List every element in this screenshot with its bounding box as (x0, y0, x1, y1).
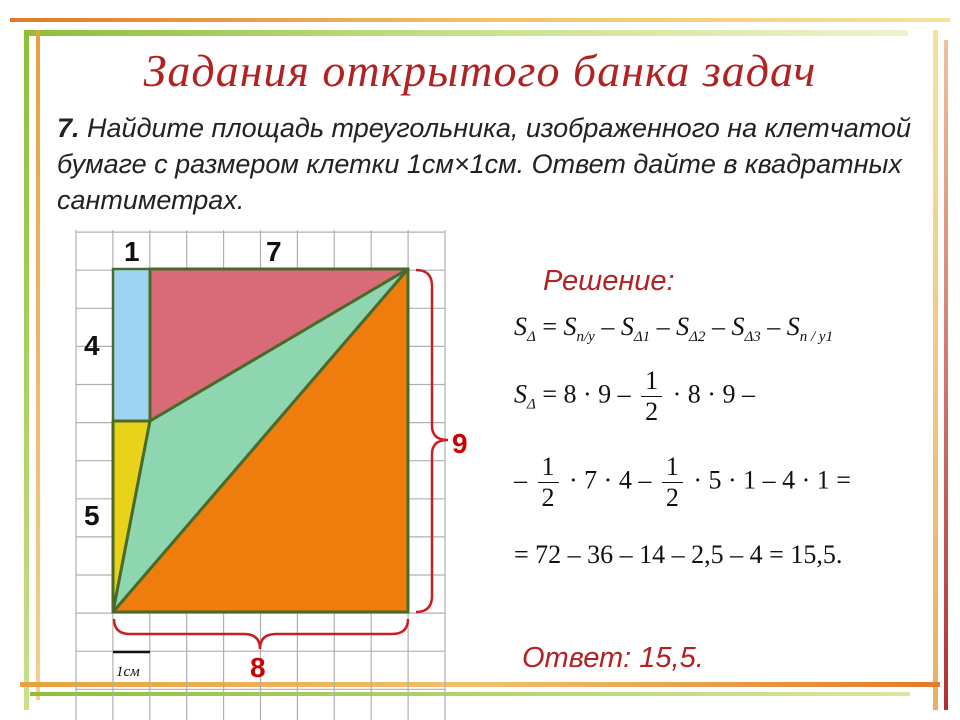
label-bottom: 8 (250, 652, 266, 683)
sub-lhs: Δ (527, 329, 536, 346)
sub-lhs-2: Δ (527, 396, 536, 413)
formula-line-1: $S_\Delta = S_{п/у} - S_{\Delta 1} - S_{\Delta 2} - S_{\Delta 3} - S_{п / у1}$ (514, 312, 834, 346)
right-bracket (416, 270, 448, 612)
line3-lead: – (514, 465, 527, 495)
fraction-half: $\frac{1}{2}$ (641, 366, 662, 427)
sub-a: п/у (576, 329, 595, 346)
formula-line-2: $S_\Delta = 8 \cdot 9$ – $\frac{1}{2}$ · 8 · 9 – (514, 366, 755, 426)
line3-mid: · 7 · 4 – (569, 465, 652, 495)
label-left-lower: 5 (84, 500, 100, 531)
label-left-upper: 4 (84, 330, 100, 361)
formula-line-3 (514, 452, 851, 513)
answer-text: Ответ: 15,5. (522, 642, 704, 674)
solution-title: Решение: (543, 265, 675, 297)
fraction-half-2: $\frac{1}{2}$ (538, 452, 559, 513)
line3-tail: · 5 · 1 – 4 · 1 = (693, 465, 851, 495)
sub-c: Δ2 (689, 329, 706, 346)
label-top-left: 1 (124, 236, 140, 267)
sub-d: Δ3 (744, 329, 761, 346)
page-title: Задания открытого банка задач (143, 45, 817, 96)
scale-label: 1см (116, 664, 140, 680)
label-right: 9 (452, 428, 468, 459)
line2-lead: = 8 · 9 – (542, 379, 631, 409)
problem-text: Найдите площадь треугольника, изображенного на клетчатой бумаге с размером клетки 1см×1см. Ответ дайте в квадратных сантиметрах. (57, 113, 911, 215)
fraction-half-3: $\frac{1}{2}$ (662, 452, 683, 513)
sub-e: п / у1 (799, 329, 834, 346)
label-top-right: 7 (266, 236, 282, 267)
line2-tail: · 8 · 9 – (672, 379, 755, 409)
formula-line-4: = 72 – 36 – 14 – 2,5 – 4 = 15,5. (514, 540, 843, 569)
problem-number: 7. (57, 113, 80, 143)
sub-b: Δ1 (633, 329, 651, 346)
blue-rectangle (113, 269, 150, 421)
